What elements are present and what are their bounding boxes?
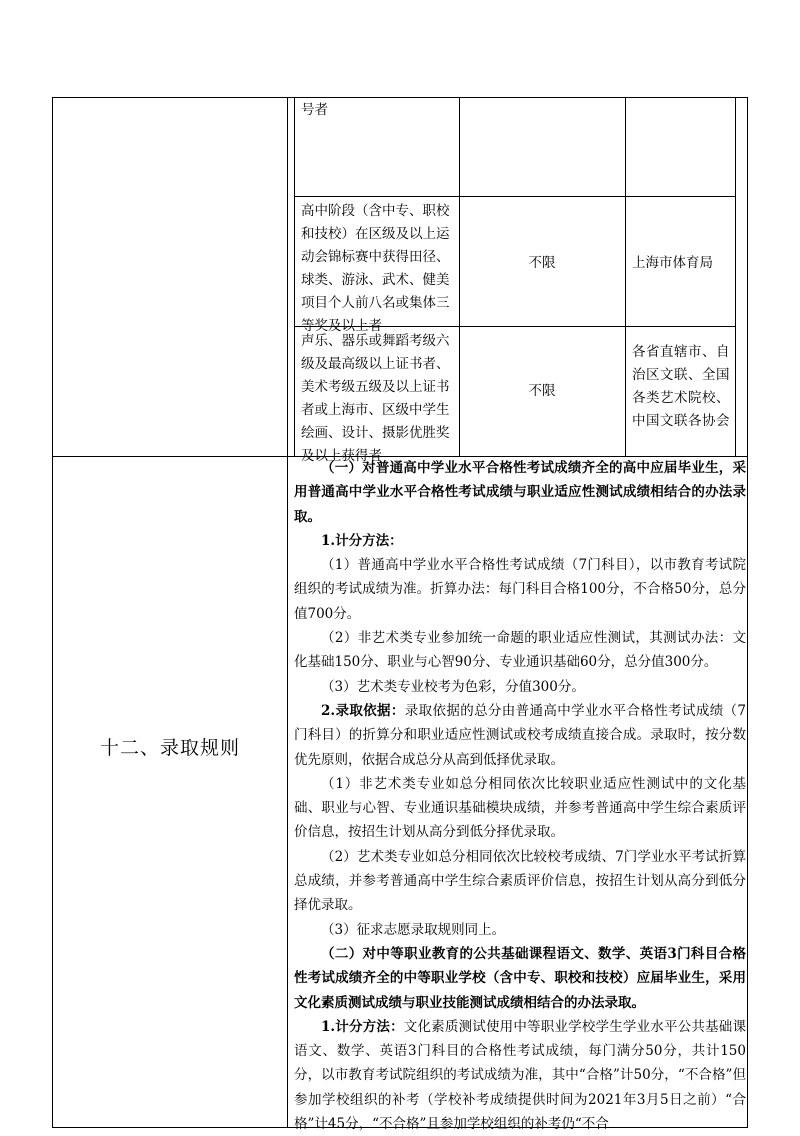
table-divider	[735, 97, 736, 456]
table-divider	[287, 97, 288, 1128]
rule-paragraph: （一）对普通高中学业水平合格性考试成绩齐全的高中应届毕业生，采用普通高中学业水平合格性考试成绩与职业适应性测试成绩相结合的办法录取。	[294, 460, 746, 525]
condition-cell: 号者	[301, 102, 328, 118]
scope-cell: 不限	[528, 255, 556, 271]
rule-heading: 1.计分方法：	[321, 532, 403, 549]
rule-paragraph: （2）非艺术类专业参加统一命题的职业适应性测试，其测试办法：文化基础150分、职业与心智90分、专业通识基础60分，总分值300分。	[294, 630, 746, 671]
rule-paragraph: （二）对中等职业教育的公共基础课程语文、数学、英语3门科目合格性考试成绩齐全的中等职业学校（含中专、职校和技校）应届毕业生，采用文化素质测试成绩与职业技能测试成绩相结合的办法录取。	[294, 945, 746, 1011]
table-divider	[294, 196, 736, 197]
rule-paragraph: （1）普通高中学业水平合格性考试成绩（7门科目），以市教育考试院组织的考试成绩为准。折算办法：每门科目合格100分，不合格50分，总分值700分。	[294, 557, 746, 622]
admission-rules	[294, 456, 746, 1136]
section-title: 十二、录取规则	[99, 737, 240, 759]
rule-text: 录取依据的总分由普通高中学业水平合格性考试成绩（7门科目）的折算分和职业适应性测试或校考成绩直接合成。录取时，按分数优先原则，依据合成总分从高到低择优录取。	[294, 702, 747, 768]
rule-paragraph: （2）艺术类专业如总分相同依次比较校考成绩、7门学业水平考试折算总成绩，并参考普通高中学生综合素质评价信息，按招生计划从高分到低分择优录取。	[294, 848, 746, 914]
rule-text: 文化素质测试使用中等职业学校学生学业水平公共基础课语文、数学、英语3门科目的合格性考试成绩，每门满分50分，共计150分，以市教育考试院组织的考试成绩为准，其中“合格”计50分，“不合格”但参加学校组织的补考（学校补考成绩提供时间为2021年3月5日之前）“合格”计45分，“不合格”且参加学校组织的补考仍“不合	[294, 1018, 747, 1133]
scope-cell: 不限	[528, 383, 556, 399]
condition-cell: 高中阶段（含中专、职校和技校）在区级及以上运动会锦标赛中获得田径、球类、游泳、武术、健美项目个人前八名或集体三等奖及以上者	[301, 203, 450, 334]
rule-heading: 1.计分方法：	[321, 1018, 404, 1035]
rule-heading: 2.录取依据：	[321, 702, 405, 719]
authority-cell: 各省直辖市、自治区文联、全国各类艺术院校、中国文联各协会	[632, 344, 730, 429]
rule-paragraph	[294, 699, 746, 772]
rule-paragraph: （1）非艺术类专业如总分相同依次比较职业适应性测试中的文化基础、职业与心智、专业通识基础模块成绩，并参考普通高中学生综合素质评价信息，按招生计划从高分到低分择优录取。	[294, 775, 746, 841]
table-divider	[459, 97, 460, 456]
authority-cell: 上海市体育局	[632, 255, 713, 271]
rule-paragraph: （3）征求志愿录取规则同上。	[321, 921, 506, 938]
condition-cell: 声乐、器乐或舞蹈考级六级及最高级以上证书者、美术考级五级及以上证书者或上海市、区级中学生绘画、设计、摄影优胜奖及以上获得者	[301, 333, 450, 464]
table-divider	[294, 97, 295, 456]
table-divider	[625, 97, 626, 456]
rule-paragraph: （3）艺术类专业校考为色彩，分值300分。	[321, 678, 585, 695]
rule-paragraph	[294, 1015, 746, 1136]
